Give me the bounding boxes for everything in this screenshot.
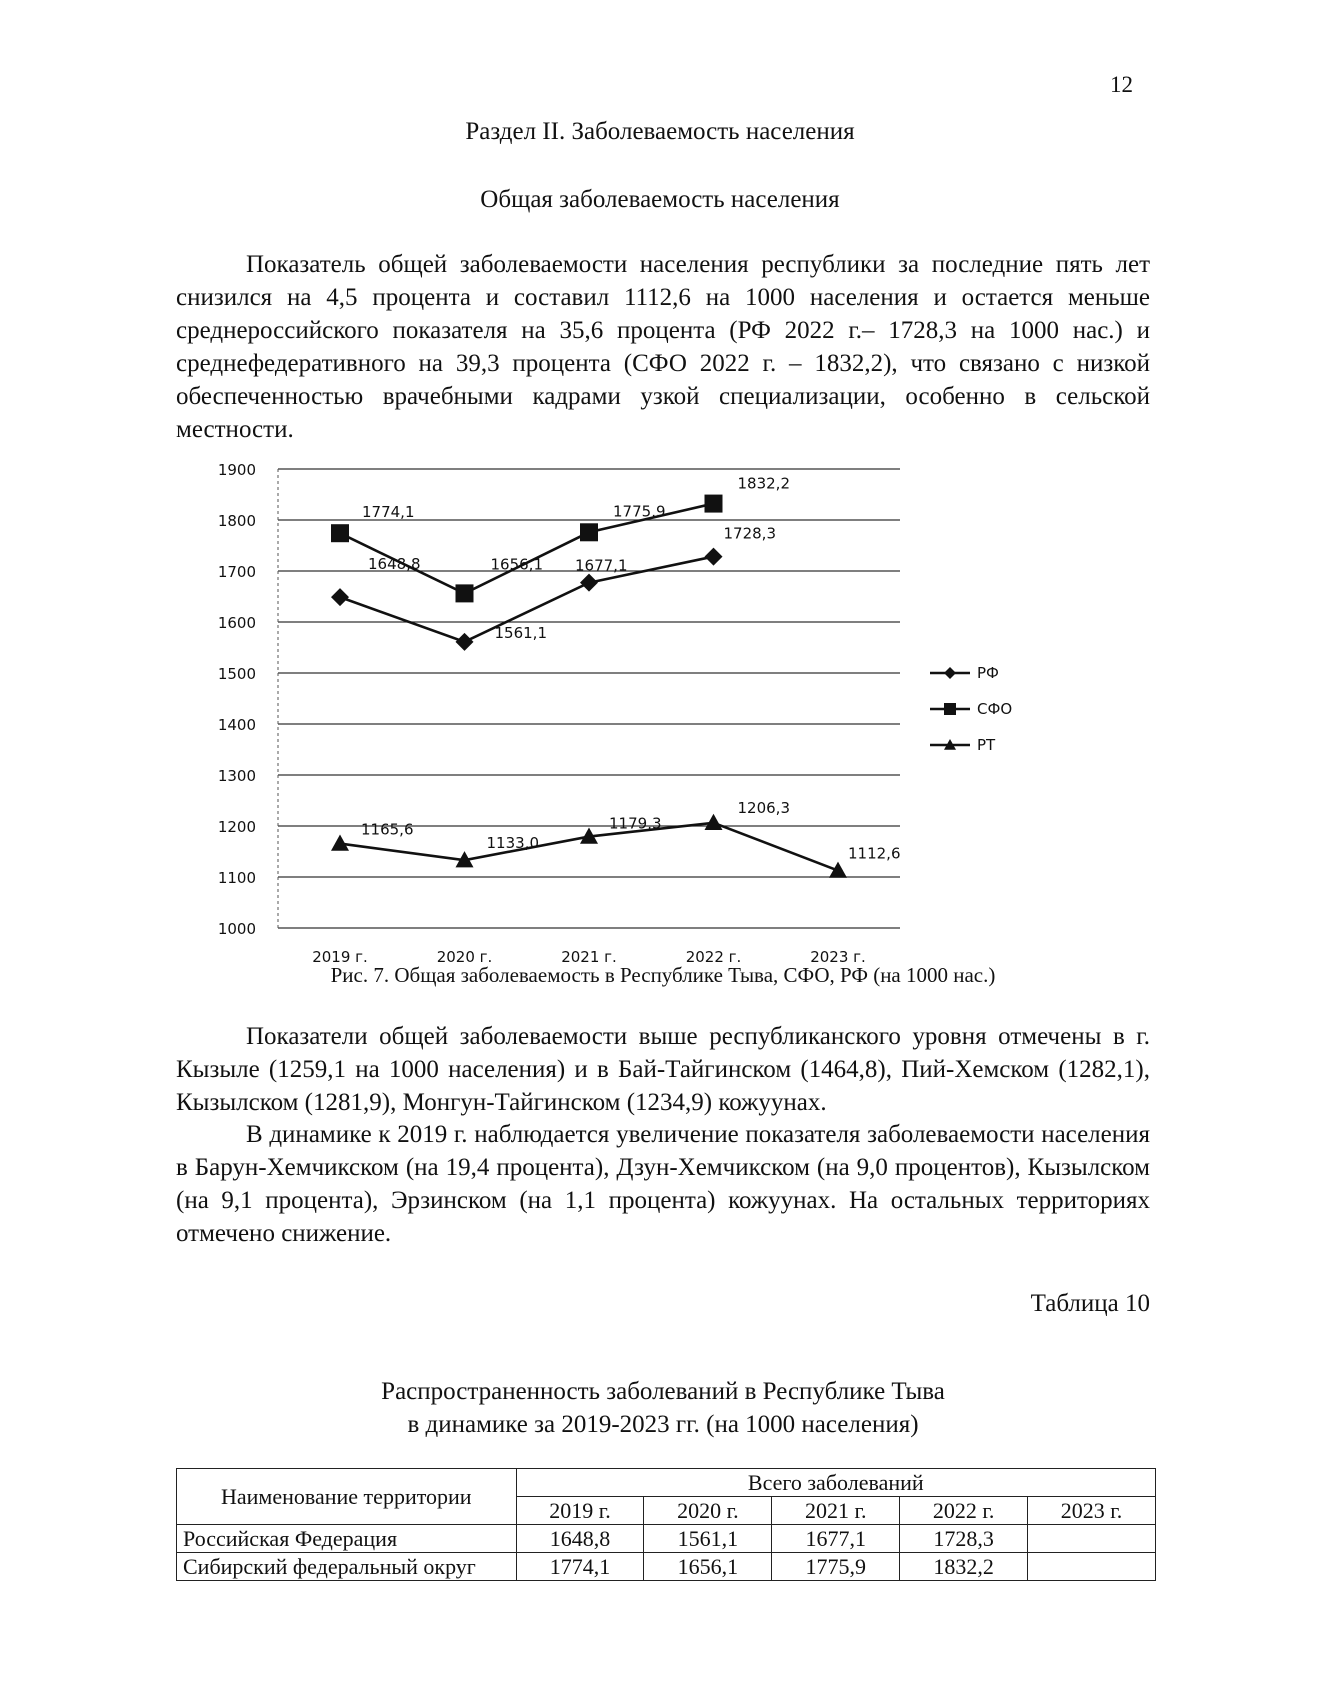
y-tick-label: 1700 — [217, 563, 256, 581]
prevalence-table — [176, 1468, 1156, 1581]
y-tick-label: 1200 — [217, 818, 256, 836]
table-header-year: 2023 г. — [1028, 1497, 1156, 1525]
y-tick-label: 1900 — [217, 461, 256, 479]
subsection-title: Общая заболеваемость населения — [480, 186, 840, 213]
data-label: 1179,3 — [609, 814, 662, 833]
x-tick-label: 2021 г. — [561, 948, 617, 966]
data-label: 1656,1 — [490, 555, 543, 574]
x-tick-label: 2019 г. — [312, 948, 368, 966]
page-number: 12 — [1110, 72, 1133, 97]
data-label: 1677,1 — [575, 556, 628, 575]
table-cell: 1648,8 — [516, 1525, 644, 1553]
table-header-year: 2021 г. — [772, 1497, 900, 1525]
table-cell-name: Российская Федерация — [177, 1525, 517, 1553]
table-cell — [1028, 1553, 1156, 1581]
table-row — [177, 1525, 1156, 1553]
data-label: 1832,2 — [737, 474, 790, 493]
paragraph-intro: Показатель общей заболеваемости населения республики за последние пять лет снизился на 4,5 процента и составил 1112,6 на 1000 населения и остается меньше среднероссийского показателя на 35,6 процента (РФ 2022 г.– 1728,3 на 1000 нас.) и среднефедеративного на 39,3 процента (СФО 2022 г. – 1832,2), что связано с низкой обеспеченностью врачебными кадрами узкой специализации, особенно в сельской местности. — [176, 251, 1150, 443]
chart-legend — [930, 664, 1012, 754]
section-title: Раздел II. Заболеваемость населения — [465, 118, 855, 145]
y-tick-label: 1500 — [217, 665, 256, 683]
table-header-year: 2022 г. — [900, 1497, 1028, 1525]
data-label: 1728,3 — [723, 524, 776, 543]
table-cell: 1677,1 — [772, 1525, 900, 1553]
x-tick-label: 2023 г. — [810, 948, 866, 966]
marker-square — [331, 524, 349, 542]
table-row — [177, 1553, 1156, 1581]
chart-series — [331, 475, 901, 878]
table-title — [176, 1375, 1150, 1441]
series-diamond — [331, 525, 776, 651]
x-tick-label: 2020 г. — [436, 948, 493, 966]
table-cell: 1561,1 — [644, 1525, 772, 1553]
table-cell: 1774,1 — [516, 1553, 644, 1581]
marker-square — [944, 703, 956, 715]
y-tick-label: 1600 — [217, 614, 256, 632]
paragraph-dynamics: В динамике к 2019 г. наблюдается увеличение показателя заболеваемости населения в Барун-Хемчикском (на 19,4 процента), Дзун-Хемчикском (на 9,0 процентов), Кызылском (на 9,1 процента), Эрзинском (на 1,1 процента) кожуунах. На остальных территориях отмечено снижение. — [176, 1121, 1150, 1247]
morbidity-line-chart — [190, 450, 1150, 966]
marker-triangle — [705, 814, 723, 830]
series-triangle — [331, 799, 901, 878]
table-title-line2: в динамике за 2019-2023 гг. (на 1000 населения) — [407, 1411, 919, 1438]
table-header-group: Всего заболеваний — [516, 1469, 1155, 1497]
marker-diamond — [580, 574, 598, 592]
data-label: 1206,3 — [737, 798, 790, 817]
marker-diamond — [705, 548, 723, 566]
paragraph-districts-above: Показатели общей заболеваемости выше республиканского уровня отмечены в г. Кызыле (1259,1 на 1000 населения) и в Бай-Тайгинском (1464,8), Пий-Хемском (1282,1), Кызылском (1281,9), Монгун-Тайгинском (1234,9) кожуунах. — [176, 1023, 1150, 1116]
data-label: 1775,9 — [613, 502, 666, 521]
table-header-year: 2020 г. — [644, 1497, 772, 1525]
y-tick-label: 1100 — [217, 869, 256, 887]
data-label: 1133,0 — [486, 834, 539, 853]
table-cell — [1028, 1525, 1156, 1553]
data-label: 1774,1 — [362, 503, 415, 522]
marker-triangle — [829, 862, 847, 878]
marker-square — [705, 495, 723, 513]
y-tick-label: 1300 — [217, 767, 256, 785]
table-header-year: 2019 г. — [516, 1497, 644, 1525]
y-tick-label: 1800 — [217, 512, 256, 530]
table-cell: 1728,3 — [900, 1525, 1028, 1553]
data-label: 1648,8 — [368, 555, 421, 574]
legend-label: РФ — [977, 664, 999, 682]
table-cell: 1775,9 — [772, 1553, 900, 1581]
data-label: 1561,1 — [494, 623, 547, 642]
table-header-row-1 — [177, 1469, 1156, 1497]
marker-triangle — [331, 835, 349, 851]
data-label: 1112,6 — [848, 844, 901, 863]
y-tick-label: 1400 — [217, 716, 256, 734]
table-title-line1: Распространенность заболеваний в Республике Тыва — [381, 1378, 945, 1405]
y-tick-label: 1000 — [217, 920, 256, 938]
table-cell-name: Сибирский федеральный округ — [177, 1553, 517, 1581]
marker-square — [580, 523, 598, 541]
table-cell: 1656,1 — [644, 1553, 772, 1581]
table-header-territory: Наименование территории — [177, 1469, 517, 1525]
figure-caption: Рис. 7. Общая заболеваемость в Республике Тыва, СФО, РФ (на 1000 нас.) — [330, 963, 996, 987]
table-cell: 1832,2 — [900, 1553, 1028, 1581]
marker-diamond — [456, 633, 474, 651]
marker-diamond — [944, 667, 956, 679]
data-label: 1165,6 — [361, 820, 414, 839]
marker-square — [456, 584, 474, 602]
series-square — [331, 475, 790, 603]
marker-diamond — [331, 588, 349, 606]
table-label: Таблица 10 — [1030, 1290, 1150, 1317]
legend-label: СФО — [977, 700, 1013, 718]
legend-label: РТ — [977, 736, 996, 754]
x-tick-label: 2022 г. — [685, 948, 742, 966]
chart-y-axis — [218, 461, 278, 938]
